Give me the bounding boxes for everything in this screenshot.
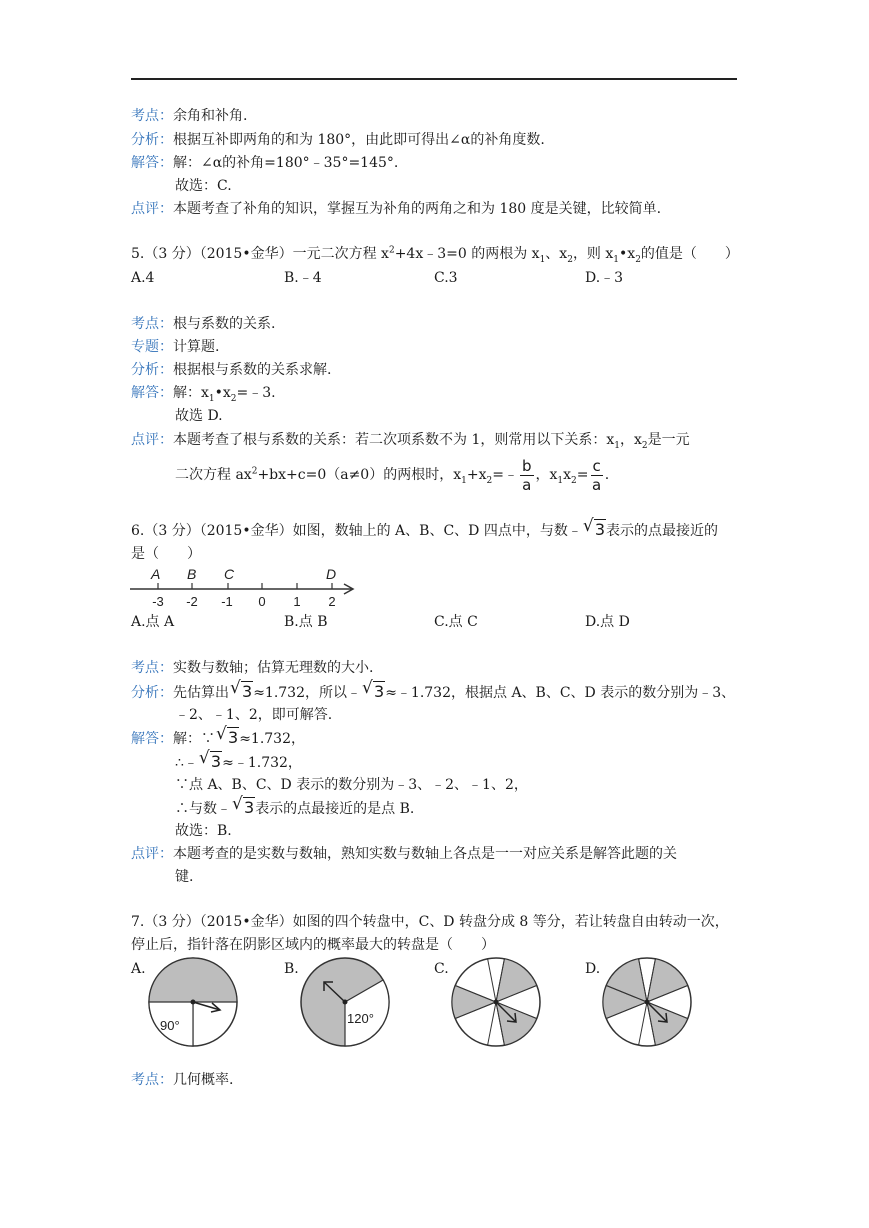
axis-point-b: B bbox=[187, 566, 197, 582]
axis-point-d: D bbox=[326, 566, 337, 582]
q4-dianping: 点评：本题考查了补角的知识，掌握互为补角的两角之和为 180 度是关键，比较简单. bbox=[131, 201, 662, 217]
spinner-c bbox=[449, 955, 543, 1049]
q5-jieda-choice: 故选 D. bbox=[175, 408, 223, 424]
q5-kaodian: 考点：根与系数的关系. bbox=[131, 316, 276, 332]
q6-dianping-2: 键. bbox=[175, 869, 194, 885]
q5-fenxi: 分析：根据根与系数的关系求解. bbox=[131, 362, 332, 378]
sqrt-3: √ 3 bbox=[232, 794, 255, 817]
q5-option-d: D.﹣3 bbox=[585, 270, 624, 286]
q7-stem-1: 7.（3 分）（2015•金华）如图的四个转盘中，C、D 转盘分成 8 等分，若让转盘自由转动一次， bbox=[131, 914, 729, 930]
q7-option-a: A. bbox=[131, 961, 146, 977]
q6-option-d: D.点 D bbox=[585, 614, 630, 630]
q6-option-a: A.点 A bbox=[131, 614, 175, 630]
number-line-figure bbox=[130, 563, 362, 611]
sqrt-3: √ 3 bbox=[230, 678, 253, 701]
q6-option-c: C.点 C bbox=[434, 614, 478, 630]
q6-stem: 6.（3 分）（2015•金华）如图，数轴上的 A、B、C、D 四点中，与数﹣ √ 3表示的点最接近的 bbox=[131, 516, 719, 539]
q6-jieda-1: 解答：解：∵ √ 3≈1.732， bbox=[131, 724, 305, 747]
q5-stem: 5.（3 分）（2015•金华）一元二次方程 $x^2+4x﹣3=0$ 的两根为 $x_1$、$x_2$，则 $x_1•x_2$的值是（ ） bbox=[131, 245, 739, 265]
q6-option-b: B.点 B bbox=[284, 614, 328, 630]
axis-tick-neg2: -2 bbox=[186, 594, 198, 609]
q6-jieda-3: ∵点 A、B、C、D 表示的数分别为﹣3、﹣2、﹣1、2， bbox=[175, 777, 528, 793]
q7-option-d: D. bbox=[585, 961, 601, 977]
q4-jieda: 解答：解：∠α的补角=180°﹣35°=145°. bbox=[131, 155, 399, 171]
sqrt-3: √ 3 bbox=[198, 748, 222, 771]
q5-option-a: A.4 bbox=[131, 270, 155, 286]
q5-dianping-1: 点评：本题考查了根与系数的关系：若二次项系数不为 1，则常用以下关系：$x_1$，$x_2$是一元 bbox=[131, 432, 690, 451]
q4-fenxi: 分析：根据互补即两角的和为 180°，由此即可得出∠α的补角度数. bbox=[131, 132, 545, 148]
q6-fenxi-2: ﹣2、﹣1、2，即可解答. bbox=[175, 707, 333, 723]
axis-tick-2: 2 bbox=[328, 594, 336, 609]
fraction-c-over-a: $\frac{c}{a}$ bbox=[592, 456, 602, 494]
q4-kaodian: 考点：余角和补角. bbox=[131, 108, 248, 124]
axis-tick-1: 1 bbox=[293, 594, 301, 609]
fraction-b-over-a: $\frac{b}{a}$ bbox=[521, 456, 532, 494]
q6-fenxi-1: 分析：先估算出 √ 3≈1.732，所以﹣ √ 3≈﹣1.732，根据点 A、B、C、D 表示的数分别为﹣3、 bbox=[131, 678, 736, 701]
q6-stem-2: 是（ ） bbox=[131, 546, 201, 562]
q6-jieda-2: ∴﹣ √ 3≈﹣1.732， bbox=[175, 748, 302, 771]
angle-label-120: 120° bbox=[347, 1011, 374, 1026]
q5-jieda: 解答：解：$x_1•x_2=﹣3$. bbox=[131, 385, 276, 404]
q5-option-c: C.3 bbox=[434, 270, 458, 286]
q6-dianping-1: 点评：本题考查的是实数与数轴，熟知实数与数轴上各点是一一对应关系是解答此题的关 bbox=[131, 846, 677, 862]
q5-option-b: B.﹣4 bbox=[284, 270, 322, 286]
header-rule bbox=[131, 78, 737, 80]
q4-jieda-choice: 故选：C. bbox=[175, 178, 232, 194]
axis-point-c: C bbox=[224, 566, 235, 582]
spinner-d bbox=[600, 955, 694, 1049]
q7-option-c: C. bbox=[434, 961, 449, 977]
axis-point-a: A bbox=[151, 566, 161, 582]
angle-label-90: 90° bbox=[160, 1018, 180, 1033]
sqrt-3: √ 3 bbox=[362, 678, 385, 701]
spinner-b bbox=[298, 955, 392, 1049]
q6-jieda-choice: 故选：B. bbox=[175, 823, 232, 839]
sqrt-3: √ 3 bbox=[216, 724, 239, 747]
sqrt-3: √ 3 bbox=[582, 516, 606, 539]
q5-zhuanti: 专题：计算题. bbox=[131, 339, 220, 355]
q7-kaodian: 考点：几何概率. bbox=[131, 1072, 234, 1088]
axis-tick-0: 0 bbox=[258, 594, 266, 609]
q6-jieda-4: ∴与数﹣ √ 3表示的点最接近的是点 B. bbox=[175, 794, 415, 817]
q7-option-b: B. bbox=[284, 961, 299, 977]
axis-tick-neg3: -3 bbox=[152, 594, 164, 609]
axis-tick-neg1: -1 bbox=[221, 594, 233, 609]
q7-stem-2: 停止后，指针落在阴影区域内的概率最大的转盘是（ ） bbox=[131, 937, 495, 953]
spinner-a bbox=[146, 955, 240, 1049]
q5-dianping-2: 二次方程 $ax^2+bx+c=0(a\ne 0)$的两根时，$x_1+x_2=﹣$ $\frac{b}{a}$ ，$x_1x_2=$ $\frac{c}{a}$ . bbox=[175, 456, 610, 494]
q6-kaodian: 考点：实数与数轴；估算无理数的大小. bbox=[131, 660, 374, 676]
